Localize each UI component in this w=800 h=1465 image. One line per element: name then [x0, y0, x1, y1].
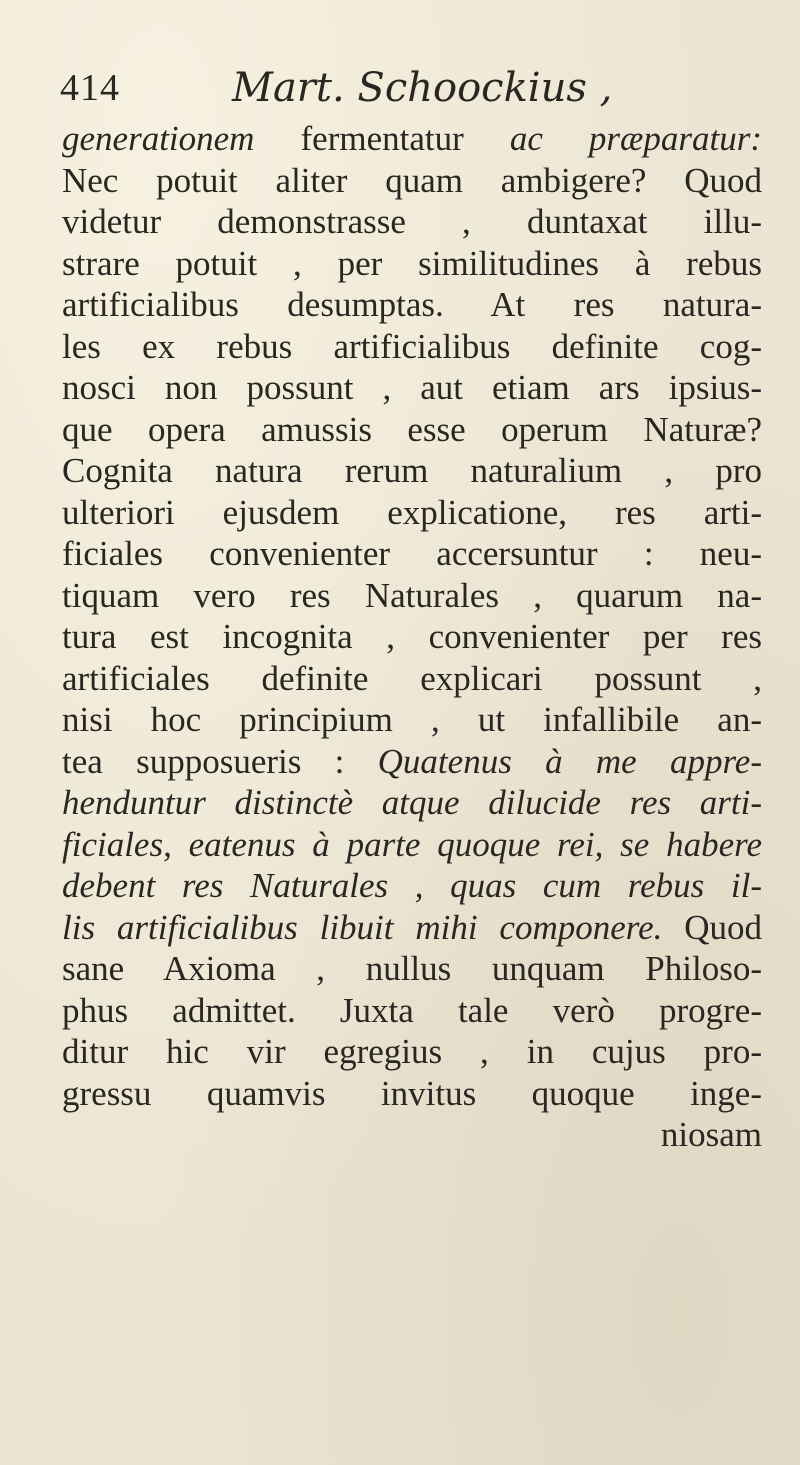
- text-segment: gressu quamvis invitus quoque inge-: [62, 1073, 762, 1113]
- text-line: [62, 409, 762, 451]
- text-line: [62, 1114, 762, 1156]
- text-line: [62, 658, 762, 700]
- text-line: [62, 782, 762, 824]
- text-segment: tea supposueris :: [62, 741, 378, 781]
- text-line: [62, 326, 762, 368]
- text-line: [62, 450, 762, 492]
- text-line: [62, 575, 762, 617]
- text-segment: ficiales, eatenus à parte quoque rei, se habere: [62, 824, 762, 864]
- text-line: [62, 1073, 762, 1115]
- text-line: [62, 118, 762, 160]
- text-segment: strare potuit , per similitudines à rebus: [62, 243, 762, 283]
- text-line: [62, 533, 762, 575]
- text-line: [62, 865, 762, 907]
- body-text: [62, 118, 762, 1156]
- text-segment: fermentatur: [254, 119, 510, 158]
- text-segment: videtur demonstrasse , duntaxat illu-: [62, 202, 762, 241]
- text-segment: ficiales convenienter accersuntur : neu-: [62, 534, 762, 573]
- text-line: [62, 201, 762, 243]
- text-segment: artificiales definite explicari possunt ,: [62, 658, 762, 698]
- text-segment: artificialibus desumptas. At res natura-: [62, 285, 762, 324]
- text-line: [62, 243, 762, 285]
- text-segment: nosci non possunt , aut etiam ars ipsius-: [62, 368, 762, 407]
- text-line: [62, 990, 762, 1032]
- text-segment: Quatenus à me appre-: [377, 741, 762, 781]
- text-line: [62, 616, 762, 658]
- text-segment: tiquam vero res Naturales , quarum na-: [62, 575, 762, 615]
- text-line: [62, 948, 762, 990]
- text-line: [62, 160, 762, 202]
- text-segment: generationem: [62, 119, 255, 158]
- text-segment: debent res Naturales , quas cum rebus il-: [62, 866, 762, 905]
- text-segment: Cognita natura rerum naturalium , pro: [62, 451, 762, 490]
- page-header: [60, 58, 760, 118]
- page-number: 414: [60, 67, 120, 109]
- text-line: [62, 907, 762, 949]
- running-head: Mart. Schoockius ,: [232, 65, 613, 111]
- text-segment: ditur hic vir egregius , in cujus pro-: [62, 1032, 762, 1071]
- text-line: [62, 367, 762, 409]
- text-segment: Nec potuit aliter quam ambigere? Quod: [62, 160, 762, 200]
- text-segment: lis artificialibus libuit mihi componere.: [62, 907, 663, 947]
- text-segment: ulteriori ejusdem explicatione, res arti-: [62, 492, 762, 532]
- text-segment: nisi hoc principium , ut infallibile an-: [62, 700, 762, 739]
- text-line: [62, 492, 762, 534]
- text-segment: tura est incognita , convenienter per res: [62, 617, 762, 656]
- text-segment: ac præparatur:: [509, 119, 762, 158]
- text-segment: sane Axioma , nullus unquam Philoso-: [62, 949, 762, 988]
- text-line: [62, 699, 762, 741]
- text-segment: phus admittet. Juxta tale verò progre-: [62, 990, 762, 1030]
- text-segment: que opera amussis esse operum Naturæ?: [62, 409, 762, 449]
- text-segment: Quod: [662, 907, 762, 947]
- text-segment: henduntur distinctè atque dilucide res arti-: [62, 783, 762, 822]
- text-line: [62, 741, 762, 783]
- text-line: [62, 1031, 762, 1073]
- text-segment: niosam: [660, 1115, 762, 1154]
- text-line: [62, 284, 762, 326]
- text-line: [62, 824, 762, 866]
- text-segment: les ex rebus artificialibus definite cog-: [62, 326, 762, 366]
